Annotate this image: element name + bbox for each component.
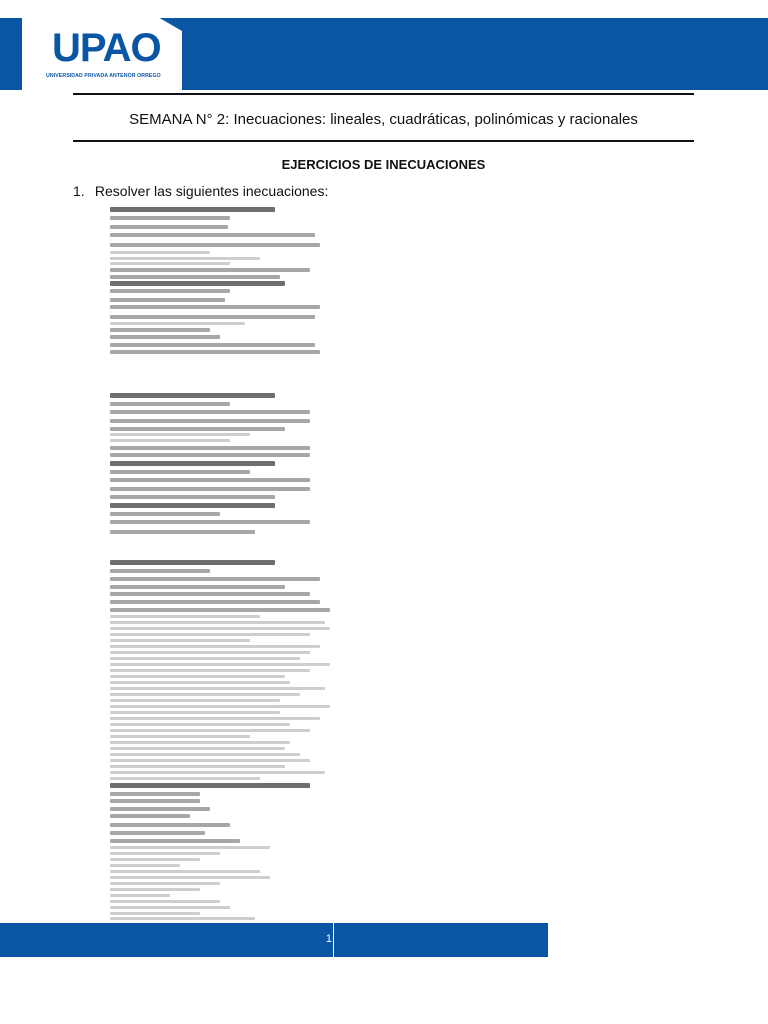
exercise-text: Resolver las siguientes inecuaciones:	[94, 183, 329, 199]
scan-line	[110, 723, 290, 726]
exercise-item	[73, 183, 328, 199]
scan-line	[110, 343, 315, 347]
scan-line	[110, 433, 250, 436]
scan-line	[110, 900, 220, 903]
scan-line	[110, 520, 310, 524]
scan-line	[110, 912, 200, 915]
scan-line	[110, 298, 225, 302]
scan-line	[110, 592, 310, 596]
scan-line	[110, 645, 320, 648]
scan-line	[110, 402, 230, 406]
scan-line	[110, 335, 220, 339]
scan-line	[110, 814, 190, 818]
scan-line	[110, 864, 180, 867]
scan-line	[110, 917, 255, 920]
scan-line	[110, 243, 320, 247]
scan-line	[110, 681, 290, 684]
scan-line	[110, 530, 255, 534]
scan-line	[110, 257, 260, 260]
scan-line	[110, 876, 270, 879]
scan-line	[110, 693, 300, 696]
scan-line	[110, 711, 280, 714]
scan-line	[110, 621, 325, 624]
scan-line	[110, 669, 310, 672]
header-top-rule	[73, 93, 694, 95]
scan-line	[110, 207, 275, 212]
scan-line	[110, 823, 230, 827]
scan-line	[110, 699, 280, 702]
scan-line	[110, 639, 250, 642]
scan-line	[110, 627, 330, 630]
scan-line	[110, 453, 310, 457]
scan-line	[110, 807, 210, 811]
scan-line	[110, 894, 170, 897]
logo-tagline: UNIVERSIDAD PRIVADA ANTENOR ORREGO	[46, 73, 161, 79]
scan-line	[110, 753, 300, 756]
scan-line	[110, 600, 320, 604]
exercise-number: 1.	[73, 183, 85, 199]
scan-line	[110, 512, 220, 516]
scan-line	[110, 687, 325, 690]
scan-line	[110, 393, 275, 398]
scan-line	[110, 735, 250, 738]
scan-line	[110, 446, 310, 450]
scan-line	[110, 858, 200, 861]
scan-line	[110, 870, 260, 873]
scan-line	[110, 705, 330, 708]
scan-line	[110, 729, 310, 732]
scan-line	[110, 495, 275, 499]
scan-line	[110, 439, 230, 442]
logo-wordmark: UPAO	[52, 26, 161, 70]
scan-line	[110, 225, 228, 229]
scan-line	[110, 717, 320, 720]
scan-line	[110, 633, 310, 636]
scan-line	[110, 741, 290, 744]
footer-band	[0, 923, 548, 957]
scan-line	[110, 487, 310, 491]
scan-line	[110, 846, 270, 849]
scan-line	[110, 503, 275, 508]
scan-line	[110, 675, 285, 678]
scan-line	[110, 663, 330, 666]
scan-line	[110, 569, 210, 573]
scan-line	[110, 322, 245, 325]
scan-line	[110, 771, 325, 774]
scan-line	[110, 777, 260, 780]
scanned-inequalities-image	[110, 205, 340, 923]
scan-line	[110, 315, 315, 319]
scan-line	[110, 759, 310, 762]
scan-line	[110, 831, 205, 835]
section-title: EJERCICIOS DE INECUACIONES	[281, 157, 486, 172]
scan-line	[110, 747, 285, 750]
scan-line	[110, 275, 280, 279]
scan-line	[110, 799, 200, 803]
scan-line	[110, 262, 230, 265]
header-bottom-rule	[73, 140, 694, 142]
scan-line	[110, 233, 315, 237]
scan-line	[110, 651, 310, 654]
scan-line	[110, 765, 285, 768]
scan-line	[110, 289, 230, 293]
scan-line	[110, 608, 330, 612]
scan-line	[110, 216, 230, 220]
scan-line	[110, 251, 210, 254]
scan-line	[110, 852, 220, 855]
scan-line	[110, 792, 200, 796]
scan-line	[110, 410, 310, 414]
scan-line	[110, 305, 320, 309]
scan-line	[110, 328, 210, 332]
scan-line	[110, 560, 275, 565]
scan-line	[110, 350, 320, 354]
scan-line	[110, 906, 230, 909]
scan-line	[110, 478, 310, 482]
scan-line	[110, 585, 285, 589]
page-number: 1	[325, 933, 332, 945]
footer-divider	[333, 923, 334, 957]
scan-line	[110, 888, 200, 891]
scan-line	[110, 427, 285, 431]
scan-line	[110, 615, 260, 618]
scan-line	[110, 419, 310, 423]
scan-line	[110, 577, 320, 581]
scan-line	[110, 281, 285, 286]
scan-line	[110, 461, 275, 466]
scan-line	[110, 783, 310, 788]
scan-line	[110, 657, 300, 660]
scan-line	[110, 470, 250, 474]
scan-line	[110, 882, 220, 885]
scan-line	[110, 268, 310, 272]
page-title: SEMANA N° 2: Inecuaciones: lineales, cuadráticas, polinómicas y racionales	[129, 111, 638, 128]
scan-line	[110, 839, 240, 843]
